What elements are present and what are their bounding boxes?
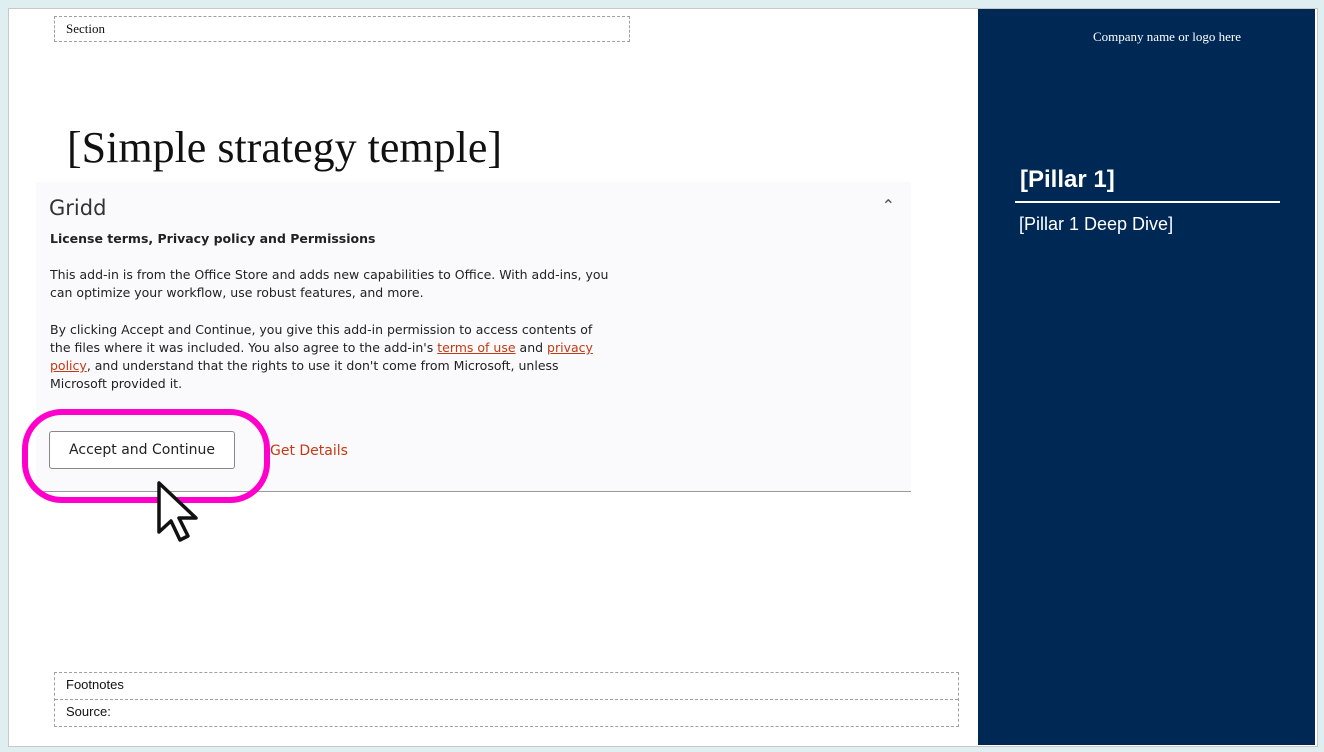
section-label: Section [66, 21, 105, 36]
terms-of-use-link[interactable]: terms of use [437, 340, 516, 355]
divider [1015, 201, 1280, 203]
source-label: Source: [66, 704, 111, 719]
addin-name: Gridd [49, 196, 107, 220]
intro-text: This add-in is from the Office Store and adds new capabilities to Office. With add-ins, you can optimize your workflow, use robust features, and more. [50, 267, 609, 300]
collapse-chevron-icon[interactable]: ⌃ [881, 196, 895, 215]
section-placeholder[interactable] [54, 16, 630, 42]
get-details-link[interactable]: Get Details [270, 443, 348, 459]
footnotes-label: Footnotes [66, 677, 124, 692]
mouse-cursor-icon [156, 480, 202, 544]
permission-text: By clicking Accept and Continue, you give this add-in permission to access contents of the files where it was included. You also agree to the add-in's terms of use and privacy policy, and understand that the rights to use it don't come from Microsoft, unless Microsoft provided it. [50, 322, 593, 391]
footnotes-placeholder[interactable] [54, 672, 959, 727]
pillar-title: [Pillar 1] [1020, 166, 1115, 193]
privacy-policy-link[interactable]: privacy policy [50, 340, 593, 373]
pillar-sidebar [978, 9, 1315, 745]
company-logo-text: Company name or logo here [1093, 29, 1242, 44]
pillar-subtitle: [Pillar 1 Deep Dive] [1019, 214, 1174, 234]
highlight-ring [22, 409, 270, 503]
accept-and-continue-button[interactable]: Accept and Continue [49, 431, 235, 469]
license-heading: License terms, Privacy policy and Permissions [50, 231, 376, 246]
slide-title[interactable]: [Simple strategy temple] [67, 123, 502, 172]
